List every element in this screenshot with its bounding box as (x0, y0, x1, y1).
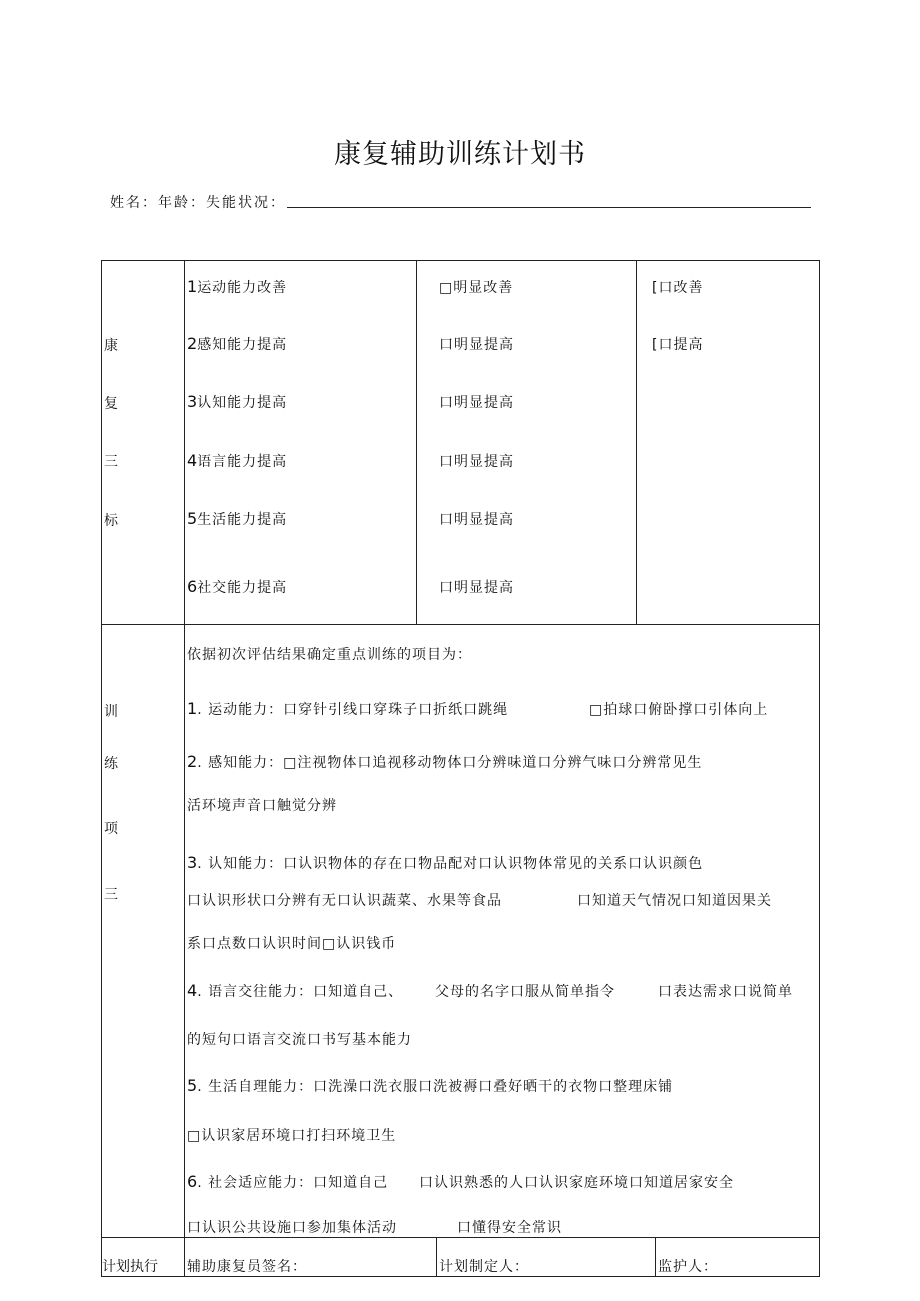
training-text: 口认识公共设施口参加集体活动 (187, 1220, 397, 1236)
goal-col3-mark: [口提高 (652, 337, 704, 353)
goal-number: 4 (187, 451, 198, 470)
training-text: 活环境声音口触觉分辨 (187, 798, 337, 814)
training-line (187, 1172, 388, 1192)
training-text: 口认识形状口分辨有无口认识蔬菜、水果等食品 (187, 893, 502, 909)
goal-item (187, 577, 287, 597)
goal-text: 认知能力提高 (197, 395, 288, 411)
training-text: 系口点数口认识时间□认识钱币 (187, 936, 397, 952)
table-label-column-line (184, 260, 185, 1276)
planner-label: 计划制定人： (439, 1259, 529, 1275)
training-label-char: 训 (104, 704, 118, 720)
goals-label-char: 三 (104, 454, 118, 470)
table-divider-training (101, 1237, 820, 1238)
goals-column-line-2 (636, 260, 637, 624)
patient-info: 姓名：年龄：失能状况： (110, 195, 286, 211)
training-text: . 语言交往能力：口知道自己、 (197, 984, 404, 1000)
training-number: 1 (187, 699, 198, 718)
training-label-char: 项 (104, 821, 118, 837)
goal-text: 感知能力提高 (197, 337, 288, 353)
footer-column-line-2 (655, 1237, 656, 1276)
goal-number: 3 (187, 392, 198, 411)
goal-item (187, 334, 287, 354)
training-text: . 生活自理能力：口洗澡口洗衣服口洗被褥口叠好晒干的衣物口整理床铺 (197, 1079, 674, 1095)
goal-mark: 口明显提高 (439, 454, 514, 470)
training-text: . 运动能力：口穿针引线口穿珠子口折纸口跳绳 (197, 702, 509, 718)
footer-column-line-1 (436, 1237, 437, 1276)
goal-number: 5 (187, 509, 198, 528)
goal-item (187, 392, 287, 412)
footer-label: 计划执行 (102, 1259, 158, 1275)
training-text: . 认知能力：口认识物体的存在口物品配对口认识物体常见的关系口认识颜色 (197, 856, 704, 872)
goal-mark: 口明显提高 (439, 580, 514, 596)
training-text: 父母的名字口服从简单指令 (435, 984, 615, 1000)
training-intro: 依据初次评估结果确定重点训练的项目为： (187, 647, 472, 663)
goal-item (187, 451, 287, 471)
training-number: 6 (187, 1172, 198, 1191)
training-text: . 社会适应能力：口知道自己 (197, 1175, 389, 1191)
training-line (187, 1076, 673, 1096)
training-line (187, 699, 508, 719)
goal-number: 6 (187, 577, 198, 596)
table-border-bottom (101, 1276, 820, 1277)
table-border-top (101, 260, 820, 261)
goals-label-char: 康 (104, 338, 118, 354)
table-border-right (819, 260, 820, 1276)
training-number: 2 (187, 752, 198, 771)
training-line (187, 853, 703, 873)
goal-number: 2 (187, 334, 198, 353)
goal-text: 社交能力提高 (197, 580, 288, 596)
goal-text: 生活能力提高 (197, 512, 288, 528)
training-number: 5 (187, 1076, 198, 1095)
table-border-left (101, 260, 102, 1276)
goals-label-char: 标 (104, 513, 118, 529)
training-line (187, 981, 403, 1001)
goals-column-line-1 (416, 260, 417, 624)
training-line (187, 752, 702, 772)
goal-mark: □明显改善 (439, 280, 514, 296)
training-number: 4 (187, 981, 198, 1000)
goal-col3-mark: [口改善 (652, 280, 704, 296)
goal-text: 语言能力提高 (197, 454, 288, 470)
training-text: □认识家居环境口打扫环境卫生 (187, 1128, 397, 1144)
goal-text: 运动能力改善 (197, 280, 288, 296)
training-text: 口认识熟悉的人口认识家庭环境口知道居家安全 (419, 1175, 734, 1191)
assistant-signature-label: 辅助康复员签名： (187, 1259, 307, 1275)
goal-item (187, 509, 287, 529)
goal-mark: 口明显提高 (439, 512, 514, 528)
training-number: 3 (187, 853, 198, 872)
page-title: 康复辅助训练计划书 (334, 139, 586, 170)
goal-mark: 口明显提高 (439, 395, 514, 411)
goal-number: 1 (187, 277, 198, 296)
training-text: 口表达需求口说简单 (658, 984, 793, 1000)
goal-mark: 口明显提高 (439, 337, 514, 353)
training-text: 的短句口语言交流口书写基本能力 (187, 1032, 412, 1048)
training-label-char: 三 (104, 887, 118, 903)
info-underline (287, 207, 811, 208)
training-text: 口知道天气情况口知道因果关 (577, 893, 772, 909)
goals-label-char: 复 (104, 396, 118, 412)
table-divider-goals (101, 624, 820, 625)
training-text: □拍球口俯卧撑口引体向上 (589, 702, 769, 718)
goal-item (187, 277, 287, 297)
training-text: 口懂得安全常识 (457, 1220, 562, 1236)
training-text: . 感知能力：□注视物体口追视移动物体口分辨味道口分辨气味口分辨常见生 (197, 755, 703, 771)
guardian-label: 监护人： (658, 1259, 718, 1275)
training-label-char: 练 (104, 756, 118, 772)
